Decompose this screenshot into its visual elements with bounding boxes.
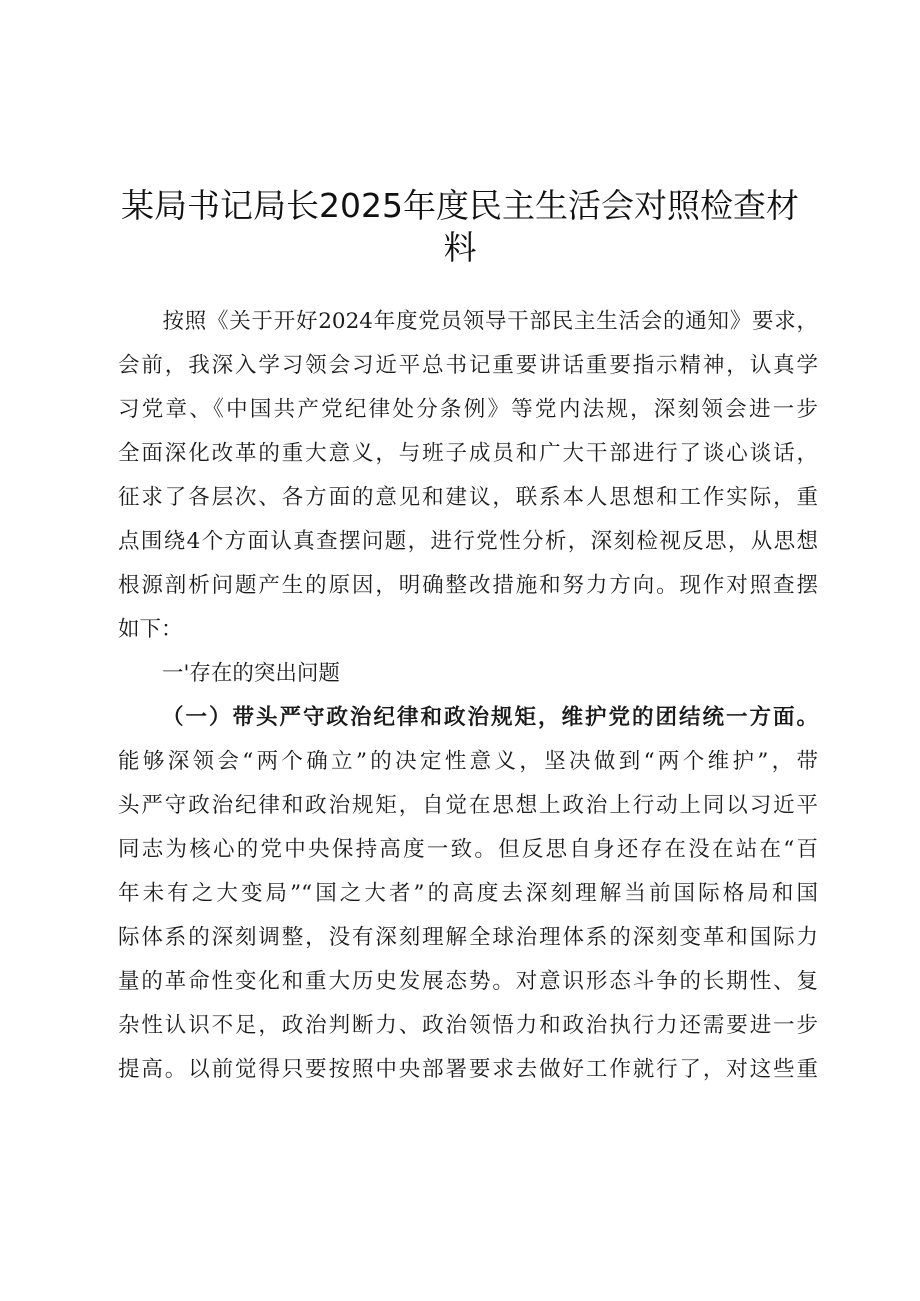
intro-line: 根源剖析问题产生的原因，明确整改措施和努力方向。现作对照查摆 <box>118 573 818 598</box>
body-line: 能够深领会“两个确立”的决定性意义，坚决做到“两个维护”，带 <box>118 749 818 774</box>
body-line: 同志为核心的党中央保持高度一致。但反思自身还存在没在站在“百 <box>118 837 818 862</box>
subsection-heading: （一）带头严守政治纪律和政治规矩，维护党的团结统一方面。 <box>162 705 818 730</box>
body-line: 际体系的深刻调整，没有深刻理解全球治理体系的深刻变革和国际力 <box>118 925 818 950</box>
intro-line: 习党章、《中国共产党纪律处分条例》等党内法规，深刻领会进一步 <box>118 397 818 422</box>
intro-line: 征求了各层次、各方面的意见和建议，联系本人思想和工作实际，重 <box>118 485 818 510</box>
document-title-line-2: 料 <box>443 228 477 267</box>
intro-line: 点围绕4个方面认真查摆问题，进行党性分析，深刻检视反思，从思想 <box>118 529 818 554</box>
document-title-line-1: 某局书记局长2025年度民主生活会对照检查材 <box>121 186 799 225</box>
body-line: 提高。以前觉得只要按照中央部署要求去做好工作就行了，对这些重 <box>118 1057 818 1082</box>
body-line: 量的革命性变化和重大历史发展态势。对意识形态斗争的长期性、复 <box>118 969 818 994</box>
intro-line: 全面深化改革的重大意义，与班子成员和广大干部进行了谈心谈话， <box>118 441 818 466</box>
body-line: 头严守政治纪律和政治规矩，自觉在思想上政治上行动上同以习近平 <box>118 793 818 818</box>
section-heading: 一'存在的突出问题 <box>162 661 340 686</box>
intro-line: 如下： <box>118 617 183 642</box>
body-line: 杂性认识不足，政治判断力、政治领悟力和政治执行力还需要进一步 <box>118 1013 818 1038</box>
intro-line: 按照《关于开好2024年度党员领导干部民主生活会的通知》要求， <box>118 309 818 334</box>
body-line: 年未有之大变局”“国之大者”的高度去深刻理解当前国际格局和国 <box>118 881 818 906</box>
intro-line: 会前，我深入学习领会习近平总书记重要讲话重要指示精神，认真学 <box>118 353 818 378</box>
